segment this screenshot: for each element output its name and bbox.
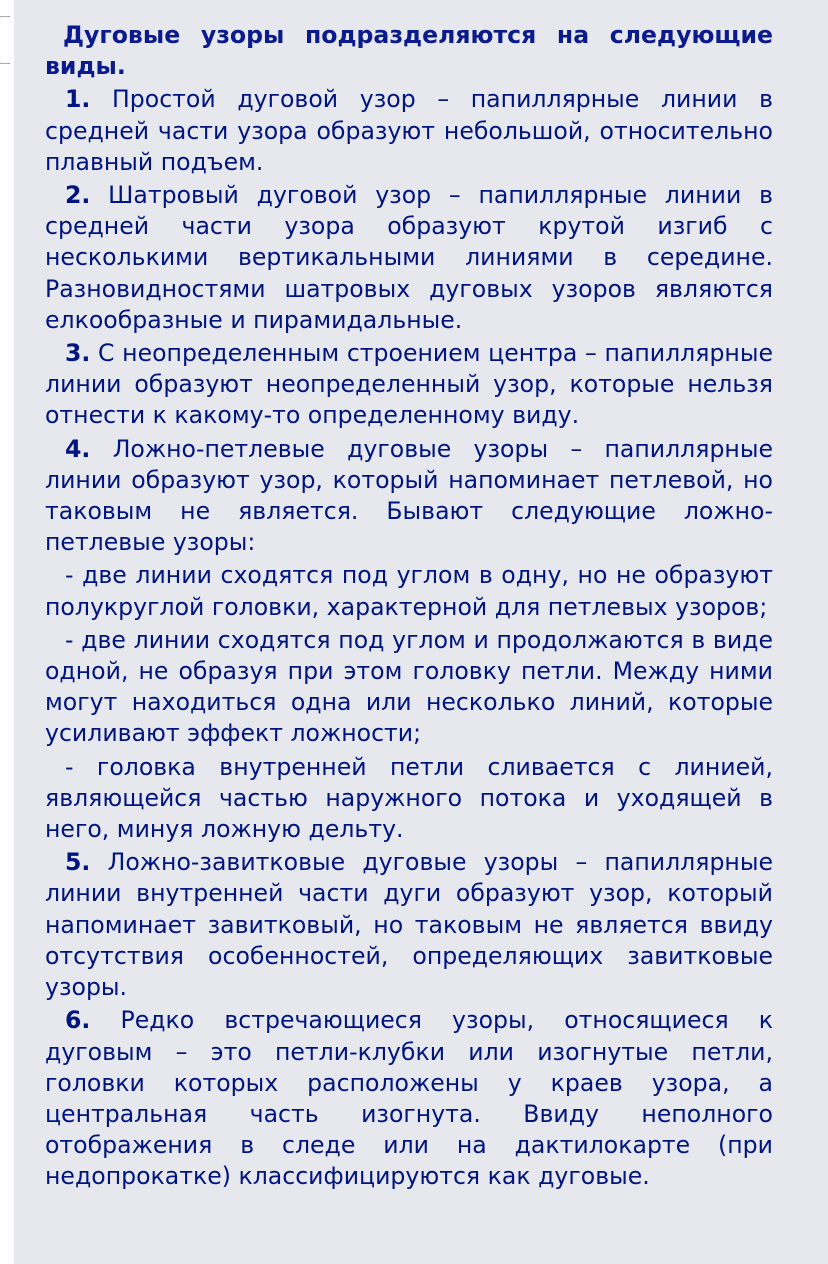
item-text: Ложно-петлевые дуговые узоры – папиллярные линии образуют узор, который напоминает петлевой, но таковым не является. Бывают следующие ложно-петлевые узоры: bbox=[45, 434, 774, 557]
item-number: 5. bbox=[65, 848, 91, 877]
item-number: 4. bbox=[65, 434, 91, 463]
item-number: 3. bbox=[65, 339, 91, 368]
article-body bbox=[45, 20, 773, 1195]
item-text: С неопределенным строением центра – папиллярные линии образуют неопределенный узор, которые нельзя отнести к какому-то определенному виду. bbox=[45, 339, 773, 430]
item-number: 1. bbox=[65, 85, 91, 114]
sub-list-item: - головка внутренней петли сливается с линией, являющейся частью наружного потока и уходящей в него, минуя ложную дельту. bbox=[45, 752, 773, 844]
list-item bbox=[45, 434, 773, 559]
item-text: Простой дуговой узор – папиллярные линии в средней части узора образуют небольшой, относительно плавный подъем. bbox=[45, 85, 774, 176]
item-text: Редко встречающиеся узоры, относящиеся к дуговым – это петли-клубки или изогнутые петли, головки которых расположены у краев узора, а центральная часть изогнута. Ввиду неполного отображения в следе или на дактилокарте (при недопрокатке) классифицируются как дуговые. bbox=[45, 1006, 774, 1191]
list-item bbox=[45, 338, 773, 432]
list-item bbox=[45, 1005, 773, 1192]
item-number: 6. bbox=[65, 1006, 91, 1035]
item-text: Ложно-завитковые дуговые узоры – папиллярные линии внутренней части дуги образуют узор, который напоминает завитковый, но таковым не является ввиду отсутствия особенностей, определяющих завитковые узоры. bbox=[45, 848, 774, 1002]
item-text: Шатровый дуговой узор – папиллярные линии в средней части узора образуют крутой изгиб с несколькими вертикальными линиями в середине. Разновидностями шатровых дуговых узоров являются елкообразные и пирамидальные. bbox=[45, 181, 773, 334]
list-item bbox=[45, 180, 773, 336]
dashed-mark bbox=[0, 63, 10, 64]
sub-list-item: - две линии сходятся под углом и продолжаются в виде одной, не образуя при этом головку петли. Между ними могут находиться одна или несколько линий, которые усиливают эффект ложности; bbox=[45, 625, 773, 748]
sub-list-item: - две линии сходятся под углом в одну, но не образуют полукруглой головки, характерной для петлевых узоров; bbox=[45, 561, 773, 621]
list-item bbox=[45, 84, 773, 178]
list-item bbox=[45, 847, 773, 1003]
section-heading: Дуговые узоры подразделяются на следующие виды. bbox=[45, 21, 773, 81]
left-margin-strip bbox=[0, 0, 14, 1264]
dashed-mark bbox=[0, 16, 10, 17]
item-number: 2. bbox=[65, 181, 91, 210]
